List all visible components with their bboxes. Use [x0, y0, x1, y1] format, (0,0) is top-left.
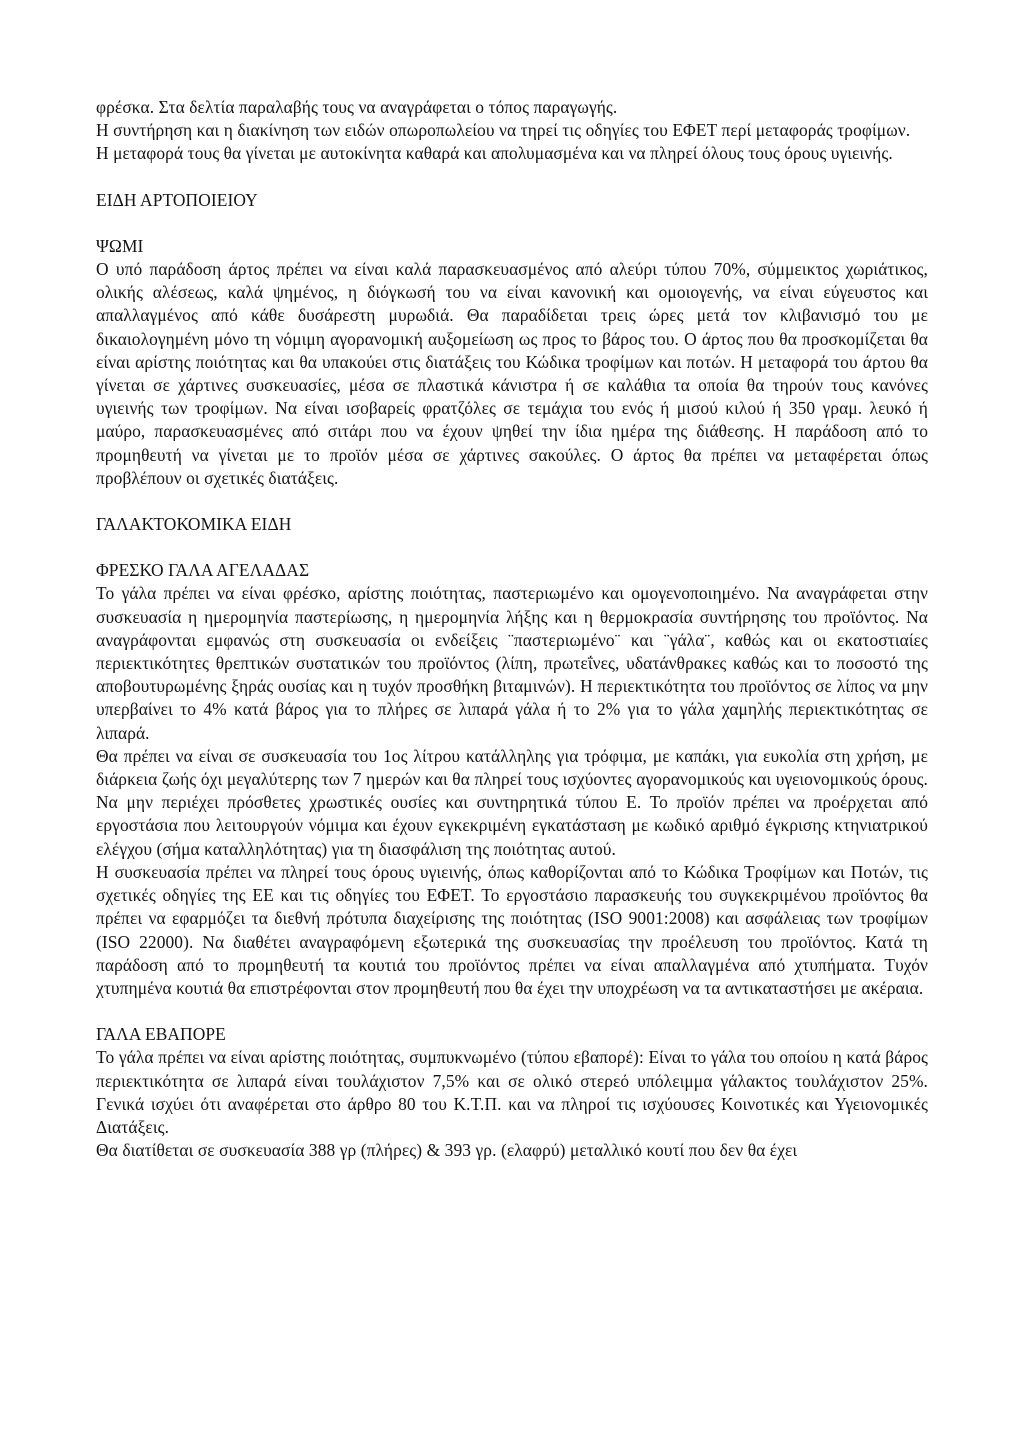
fresh-milk-paragraph-1: Το γάλα πρέπει να είναι φρέσκο, αρίστης ποιότητας, παστεριωμένο και ομογενοποιημένο. Να αναγράφεται στην συσκευασία η ημερομηνία παστερίωσης, η ημερομηνία λήξης και η θερμοκρασία συντήρησης του προϊόντος. Να αναγράφονται εμφανώς στη συσκευασία οι ενδείξεις ¨παστεριωμένο¨ και ¨γάλα¨, καθώς και οι εκατοστιαίες περιεκτικότητες θρεπτικών συστατικών του προϊόντος (λίπη, πρωτεΐνες, υδατάνθρακες καθώς και το ποσοστό της αποβουτυρωμένης ξηράς ουσίας και η τυχόν προσθήκη βιταμινών). Η περιεκτικότητα του προϊόντος σε λίπος να μην υπερβαίνει το 4% κατά βάρος για το πλήρες σε λιπαρά γάλα ή το 2% για το γάλα χαμηλής περιεκτικότητας σε λιπαρά.: [96, 583, 928, 743]
bread-paragraph: Ο υπό παράδοση άρτος πρέπει να είναι καλά παρασκευασμένος από αλεύρι τύπου 70%, σύμμεικτος χωριάτικος, ολικής αλέσεως, καλά ψημένος, η διόγκωσή του να είναι κανονική και ομοιογενής, να είναι εύγευστος και απαλλαγμένος από κάθε δυσάρεστη μυρωδιά. Θα παραδίδεται τρεις ώρες μετά τον κλιβανισμό του με δικαιολογημένη μόνο τη νόμιμη αγορανομική αυξομείωση ως προς το βάρος του. Ο άρτος που θα προσκομίζεται θα είναι αρίστης ποιότητας και θα υπακούει στις διατάξεις του Κώδικα τροφίμων και ποτών. Η μεταφορά του άρτου θα γίνεται σε χάρτινες συσκευασίες, μέσα σε πλαστικά κάνιστρα ή σε καλάθια τα οποία θα τηρούν τους κανόνες υγιεινής των τροφίμων. Να είναι ισοβαρείς φρατζόλες σε τεμάχια του ενός ή μισού κιλού ή 350 γραμ. λευκό ή μαύρο, παρασκευασμένες από σιτάρι που να έχουν ψηθεί την ίδια ημέρα της διάθεσης. Η παράδοση από το προμηθευτή να γίνεται με το προϊόν μέσα σε χάρτινες σακούλες. Ο άρτος θα πρέπει να μεταφέρεται όπως προβλέπουν οι σχετικές διατάξεις.: [96, 259, 928, 488]
subheading-fresh-milk: ΦΡΕΣΚΟ ΓΑΛΑ ΑΓΕΛΑΔΑΣ: [96, 560, 310, 581]
document-body: [96, 96, 928, 1162]
fresh-milk-paragraph-3: Η συσκευασία πρέπει να πληρεί τους όρους υγιεινής, όπως καθορίζονται από το Κώδικα Τροφίμων και Ποτών, τις σχετικές οδηγίες της ΕΕ και τις οδηγίες του ΕΦΕΤ. Το εργοστάσιο παρασκευής του συγκεκριμένου προϊόντος θα πρέπει να εφαρμόζει τα διεθνή πρότυπα διαχείρισης της ποιότητας (ISO 9001:2008) και ασφάλειας των τροφίμων (ISO 22000). Να διαθέτει αναγραφόμενη εξωτερικά της συσκευασίας την προέλευση του προϊόντος. Κατά τη παράδοση από το προμηθευτή τα κουτιά του προϊόντος πρέπει να είναι απαλλαγμένα από χτυπήματα. Τυχόν χτυπημένα κουτιά θα επιστρέφονται στον προμηθευτή που θα έχει την υποχρέωση να τα αντικαταστήσει με ακέραια.: [96, 861, 928, 998]
subheading-bread: ΨΩΜΙ: [96, 235, 144, 256]
section-heading-bakery: ΕΙΔΗ ΑΡΤΟΠΟΙΕΙΟΥ: [96, 189, 258, 210]
spacer: [96, 212, 928, 235]
section-heading-dairy: ΓΑΛΑΚΤΟΚΟΜΙΚΑ ΕΙΔΗ: [96, 514, 292, 535]
spacer: [96, 1000, 928, 1023]
intro-paragraph-3: Η μεταφορά τους θα γίνεται με αυτοκίνητα καθαρά και απολυμασμένα και να πληρεί όλους τους όρους υγιεινής.: [96, 143, 893, 164]
evaporated-milk-paragraph-1: Το γάλα πρέπει να είναι αρίστης ποιότητας, συμπυκνωμένο (τύπου εβαπορέ): Είναι το γάλα του οποίου η κατά βάρος περιεκτικότητα σε λιπαρά είναι τουλάχιστον 7,5% και σε ολικό στερεό υπόλειμμα γάλακτος τουλάχιστον 25%. Γενικά ισχύει ότι αναφέρεται στο άρθρο 80 του Κ.Τ.Π. και να πληροί τις ισχύουσες Κοινοτικές και Υγειονομικές Διατάξεις.: [96, 1047, 928, 1137]
spacer: [96, 490, 928, 513]
spacer: [96, 536, 928, 559]
fresh-milk-paragraph-2: Θα πρέπει να είναι σε συσκευασία του 1ος λίτρου κατάλληλης για τρόφιμα, με καπάκι, για ευκολία στη χρήση, με διάρκεια ζωής όχι μεγαλύτερης των 7 ημερών και θα πληρεί τους ισχύοντες αγορανομικούς και υγειονομικούς όρους. Να μην περιέχει πρόσθετες χρωστικές ουσίες και συντηρητικά τύπου Ε. Το προϊόν πρέπει να προέρχεται από εργοστάσια που λειτουργούν νόμιμα και έχουν εγκεκριμένη εγκατάσταση με κωδικό αριθμό έγκρισης κτηνιατρικού ελέγχου (σήμα καταλληλότητας) για τη διασφάλιση της ποιότητας αυτού.: [96, 745, 928, 859]
intro-paragraph-1: φρέσκα. Στα δελτία παραλαβής τους να αναγράφεται ο τόπος παραγωγής.: [96, 97, 618, 117]
evaporated-milk-paragraph-2: Θα διατίθεται σε συσκευασία 388 γρ (πλήρες) & 393 γρ. (ελαφρύ) μεταλλικό κουτί που δεν θα έχει: [96, 1140, 798, 1161]
subheading-evaporated-milk: ΓΑΛΑ ΕΒΑΠΟΡΕ: [96, 1024, 226, 1045]
spacer: [96, 166, 928, 189]
intro-paragraph-2: Η συντήρηση και η διακίνηση των ειδών οπωροπωλείου να τηρεί τις οδηγίες του ΕΦΕΤ περί μεταφοράς τροφίμων.: [96, 120, 911, 141]
